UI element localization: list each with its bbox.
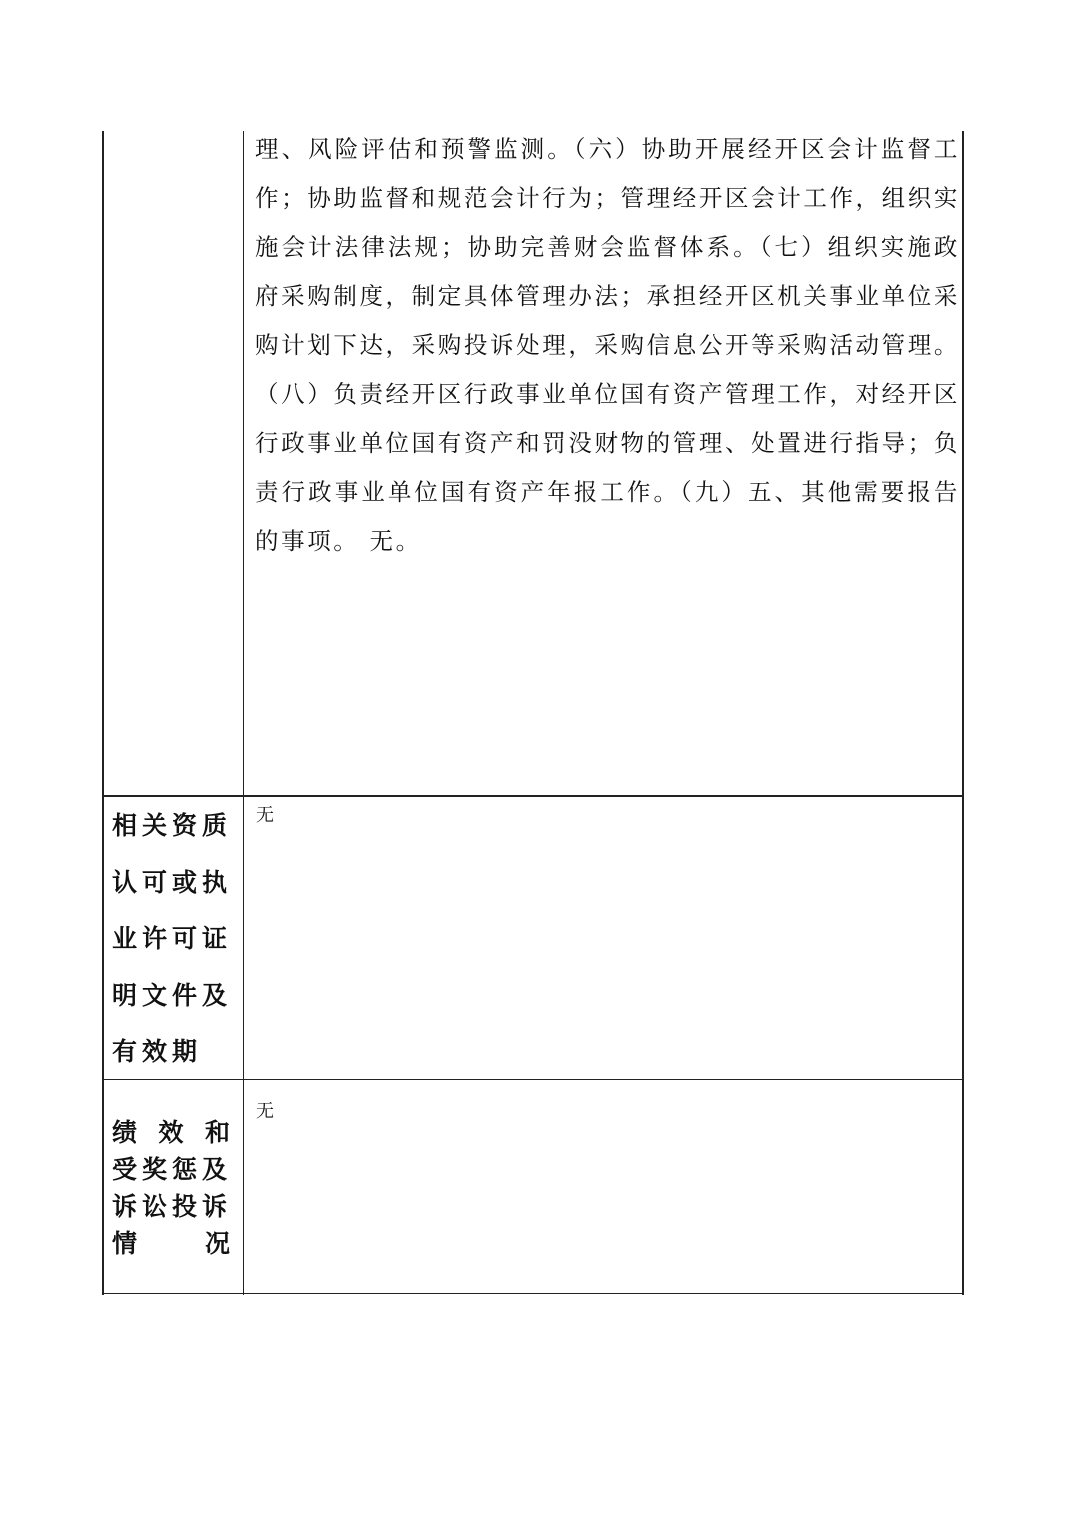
- qualification-label-line: 明文件及: [112, 980, 233, 1010]
- qualification-label-line: 认可或执: [112, 867, 233, 897]
- duties-text: 理、风险评估和预警监测。（六）协助开展经开区会计监督工作；协助监督和规范会计行为；管理经开区会计工作，组织实施会计法律法规；协助完善财会监督体系。（七）组织实施政府采购制度，制定具体管理办法；承担经开区机关事业单位采购计划下达，采购投诉处理，采购信息公开等采购活动管理。（八）负责经开区行政事业单位国有资产管理工作，对经开区行政事业单位国有资产和罚没财物的管理、处置进行指导；负责行政事业单位国有资产年报工作。（九）五、其他需要报告的事项。 无。: [255, 135, 960, 555]
- performance-label: [112, 1114, 234, 1262]
- performance-label-line: 情 况: [112, 1229, 230, 1258]
- table-border-left: [102, 131, 104, 1295]
- qualification-label-line: 业许可证: [112, 924, 233, 953]
- table-border-bottom: [102, 1293, 964, 1294]
- performance-label-line: 诉讼投诉: [112, 1192, 233, 1221]
- qualification-label-line: 有效期: [112, 1037, 203, 1066]
- qualification-label: [112, 798, 234, 1081]
- qualification-value: 无: [256, 805, 274, 826]
- performance-label-line: 绩 效 和: [112, 1118, 230, 1147]
- qualification-label-line: 相关资质: [112, 811, 233, 840]
- performance-label-line: 受奖惩及: [112, 1155, 233, 1184]
- column-divider: [243, 131, 244, 1295]
- row-divider-1: [102, 795, 964, 797]
- performance-value: 无: [256, 1101, 274, 1122]
- table-border-right: [962, 131, 964, 1295]
